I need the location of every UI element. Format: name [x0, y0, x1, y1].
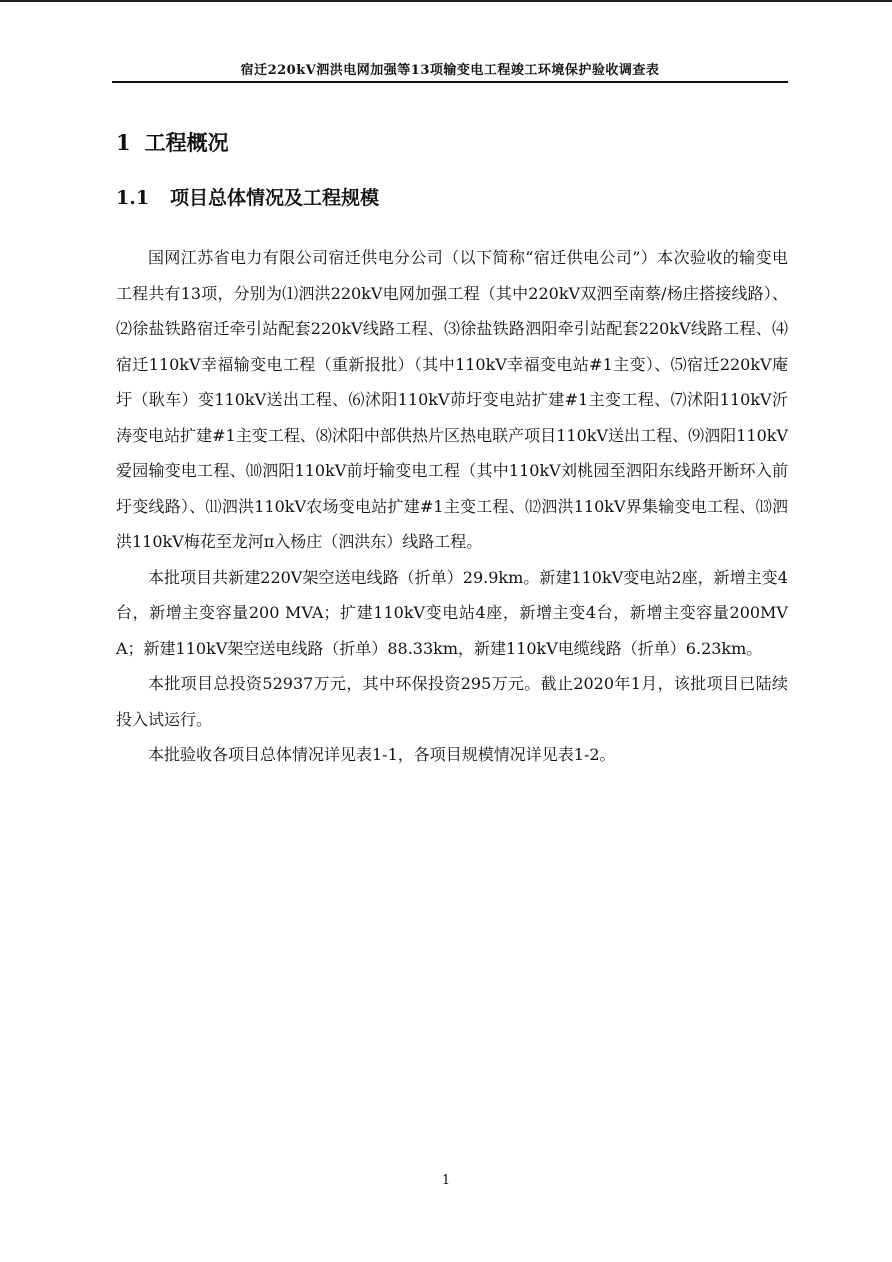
running-header: 宿迁220kV泗洪电网加强等13项输变电工程竣工环境保护验收调查表 — [240, 63, 660, 78]
section-heading — [116, 128, 229, 158]
paragraph-project-list: 国网江苏省电力有限公司宿迁供电分公司（以下简称“宿迁供电公司”）本次验收的输变电工程共有13项，分别为⑴泗洪220kV电网加强工程（其中220kV双泗至南蔡/杨庄搭接线路）、⑵徐盐铁路宿迁牵引站配套220kV线路工程、⑶徐盐铁路泗阳牵引站配套220kV线路工程、⑷宿迁110kV幸福输变电工程（重新报批）（其中110kV幸福变电站#1主变）、⑸宿迁220kV庵圩（耿车）变110kV送出工程、⑹沭阳110kV茆圩变电站扩建#1主变工程、⑺沭阳110kV沂涛变电站扩建#1主变工程、⑻沭阳中部供热片区热电联产项目110kV送出工程、⑼泗阳110kV爱园输变电工程、⑽泗阳110kV前圩输变电工程（其中110kV刘桃园至泗阳东线路开断环入前圩变线路）、⑾泗洪110kV农场变电站扩建#1主变工程、⑿泗洪110kV界集输变电工程、⒀泗洪110kV梅花至龙河π入杨庄（泗洪东）线路工程。 — [116, 248, 788, 551]
page-top-border — [0, 0, 892, 2]
subsection-heading — [116, 184, 379, 212]
paragraph-table-reference: 本批验收各项目总体情况详见表1-1，各项目规模情况详见表1-2。 — [148, 745, 616, 764]
page-number: 1 — [441, 1173, 451, 1188]
body-text — [116, 240, 788, 773]
subsection-title: 项目总体情况及工程规模 — [170, 187, 380, 209]
section-title: 工程概况 — [144, 130, 229, 155]
section-number: 1 — [116, 130, 131, 155]
paragraph-investment: 本批项目总投资52937万元，其中环保投资295万元。截止2020年1月，该批项目已陆续投入试运行。 — [116, 674, 788, 729]
subsection-number: 1.1 — [116, 187, 150, 209]
paragraph-scale: 本批项目共新建220V架空送电线路（折单）29.9km。新建110kV变电站2座，新增主变4台，新增主变容量200 MVA；扩建110kV变电站4座，新增主变4台，新增主变容量200MVA；新建110kV架空送电线路（折单）88.33km，新建110kV电缆线路（折单）6.23km。 — [116, 567, 788, 658]
header-rule — [112, 81, 788, 83]
